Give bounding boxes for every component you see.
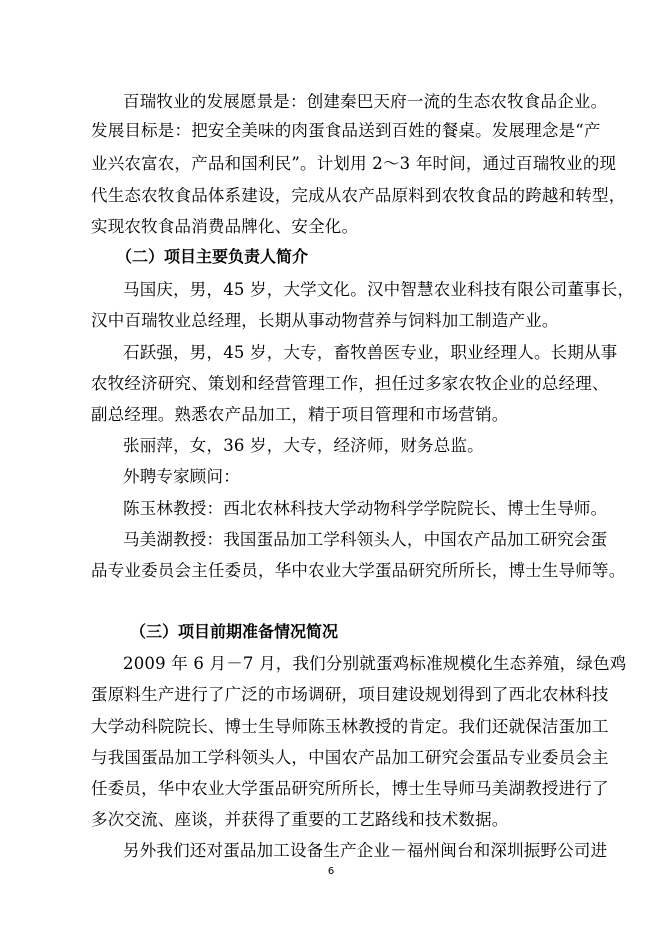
paragraph-line: 多次交流、座谈，并获得了重要的工艺路线和技术数据。 xyxy=(91,810,509,829)
paragraph-line: 代生态农牧食品体系建设，完成从农产品原料到农牧食品的跨越和转型， xyxy=(91,186,626,205)
paragraph-line: 张丽萍，女，36 岁，大专，经济师，财务总监。 xyxy=(123,436,484,455)
paragraph-line: 2009 年 6 月－7 月，我们分别就蛋鸡标准规模化生态养殖，绿色鸡 xyxy=(123,654,627,673)
paragraph-line: 业兴农富农，产品和国利民”。计划用 2～3 年时间，通过百瑞牧业的现 xyxy=(91,154,617,173)
section-heading: （二）项目主要负责人简介 xyxy=(116,247,309,266)
paragraph-line: 农牧经济研究、策划和经营管理工作，担任过多家农牧企业的总经理、 xyxy=(91,374,609,393)
paragraph-line: 外聘专家顾问： xyxy=(123,467,240,486)
paragraph-line: 石跃强，男，45 岁，大专，畜牧兽医专业，职业经理人。长期从事 xyxy=(123,343,618,362)
paragraph-line: 另外我们还对蛋品加工设备生产企业－福州闽台和深圳振野公司进 xyxy=(123,841,608,860)
paragraph-line: 马国庆，男，45 岁，大学文化。汉中智慧农业科技有限公司董事长， xyxy=(123,280,635,299)
paragraph-line: 品专业委员会主任委员，华中农业大学蛋品研究所所长，博士生导师等。 xyxy=(91,561,626,580)
paragraph-line: 副总经理。熟悉农产品加工，精于项目管理和市场营销。 xyxy=(91,405,509,424)
section-heading: （三）项目前期准备情况简况 xyxy=(130,622,339,641)
paragraph-line: 百瑞牧业的发展愿景是：创建秦巴天府一流的生态农牧食品企业。 xyxy=(123,92,608,111)
paragraph-line: 与我国蛋品加工学科领头人，中国农产品加工研究会蛋品专业委员会主 xyxy=(91,748,609,767)
paragraph-line: 大学动科院院长、博士生导师陈玉林教授的肯定。我们还就保洁蛋加工 xyxy=(91,717,609,736)
page-number: 6 xyxy=(327,866,335,877)
paragraph-line: 汉中百瑞牧业总经理，长期从事动物营养与饲料加工制造产业。 xyxy=(91,311,559,330)
paragraph-line: 蛋原料生产进行了广泛的市场调研，项目建设规划得到了西北农林科技 xyxy=(91,685,609,704)
paragraph-line: 发展目标是：把安全美味的肉蛋食品送到百姓的餐桌。发展理念是“产 xyxy=(91,121,601,140)
paragraph-line: 任委员，华中农业大学蛋品研究所所长，博士生导师马美湖教授进行了 xyxy=(91,779,609,798)
paragraph-line: 陈玉林教授：西北农林科技大学动物科学学院院长、博士生导师。 xyxy=(123,499,608,518)
paragraph-line: 实现农牧食品消费品牌化、安全化。 xyxy=(91,217,359,236)
paragraph-line: 马美湖教授：我国蛋品加工学科领头人，中国农产品加工研究会蛋 xyxy=(123,530,608,549)
